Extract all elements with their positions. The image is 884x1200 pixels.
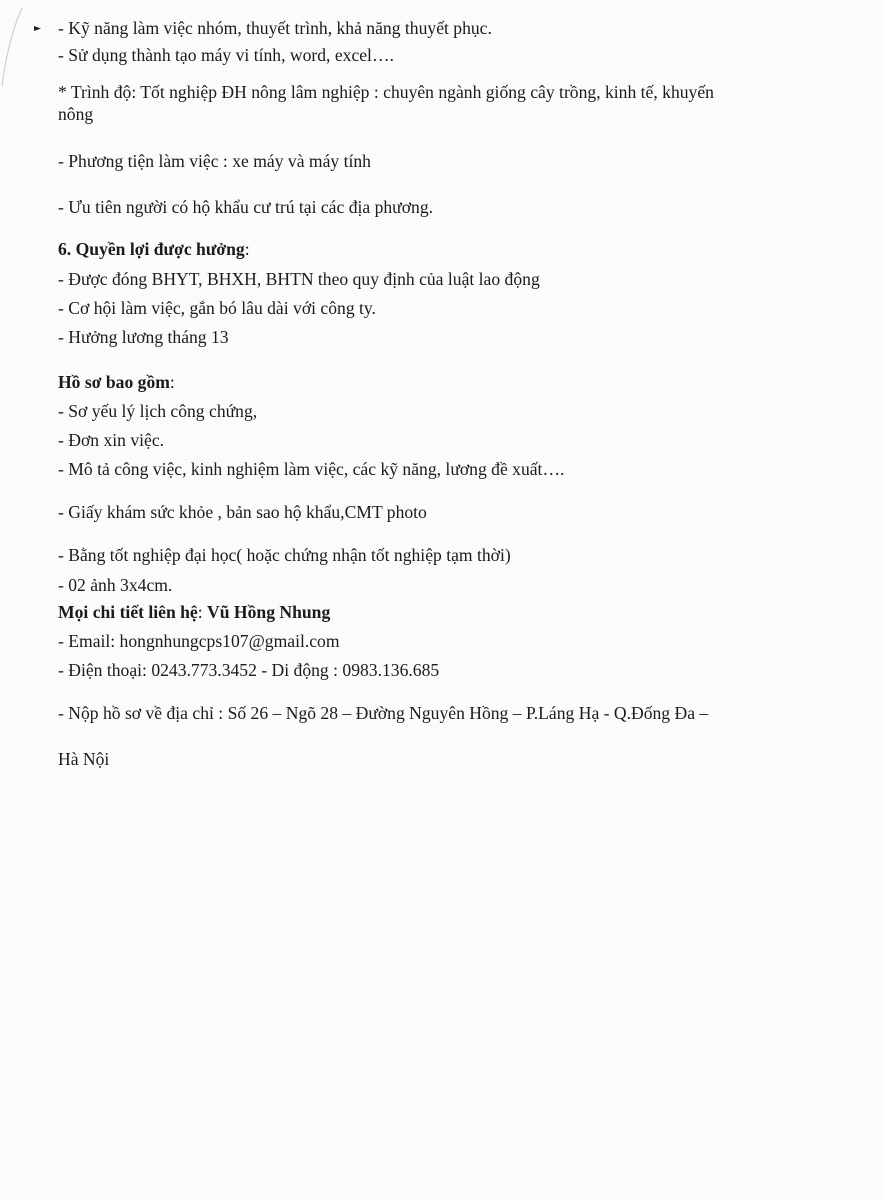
- document-item: - Bằng tốt nghiệp đại học( hoặc chứng nhận tốt nghiệp tạm thời): [58, 545, 511, 565]
- contact-address-line1: - Nộp hồ sơ về địa chỉ : Số 26 – Ngõ 28 – Đường Nguyên Hồng – P.Láng Hạ - Q.Đống Đa –: [58, 703, 709, 723]
- contact-phone: - Điện thoại: 0243.773.3452 - Di động : 0983.136.685: [58, 660, 440, 680]
- scan-edge-mark: [0, 0, 60, 90]
- requirement-education-line2: nông: [58, 104, 94, 124]
- document-item: - Giấy khám sức khỏe , bản sao hộ khẩu,CMT photo: [58, 502, 427, 522]
- documents-heading-text: Hồ sơ bao gồm: [58, 372, 170, 392]
- contact-address-line2: Hà Nội: [58, 749, 110, 769]
- requirement-skills: - Kỹ năng làm việc nhóm, thuyết trình, khả năng thuyết phục.: [58, 18, 492, 38]
- benefits-heading-text: 6. Quyền lợi được hưởng: [58, 239, 245, 259]
- document-item: - 02 ảnh 3x4cm.: [58, 575, 173, 595]
- requirement-vehicle: - Phương tiện làm việc : xe máy và máy tính: [58, 151, 371, 171]
- benefit-item: - Cơ hội làm việc, gắn bó lâu dài với công ty.: [58, 298, 376, 318]
- documents-heading: [58, 371, 175, 393]
- document-item: - Sơ yếu lý lịch công chứng,: [58, 401, 258, 421]
- document-item: - Mô tả công việc, kinh nghiệm làm việc, các kỹ năng, lương đề xuất….: [58, 459, 565, 479]
- bullet-arrow-icon: [34, 26, 41, 31]
- benefit-item: - Được đóng BHYT, BHXH, BHTN theo quy định của luật lao động: [58, 269, 540, 289]
- requirement-priority: - Ưu tiên người có hộ khẩu cư trú tại các địa phương.: [58, 197, 434, 217]
- contact-name: Vũ Hồng Nhung: [207, 602, 331, 622]
- contact-heading: [58, 601, 330, 623]
- document-item: - Đơn xin việc.: [58, 430, 165, 450]
- documents-heading-colon: :: [169, 372, 175, 392]
- contact-heading-text: Mọi chi tiết liên hệ: [58, 602, 198, 622]
- benefits-heading-colon: :: [244, 239, 250, 259]
- benefit-item: - Hưởng lương tháng 13: [58, 327, 229, 347]
- contact-email: - Email: hongnhungcps107@gmail.com: [58, 631, 340, 651]
- requirement-computer: - Sử dụng thành tạo máy vi tính, word, excel….: [58, 45, 394, 65]
- contact-heading-colon: :: [197, 602, 208, 622]
- benefits-heading: [58, 238, 250, 260]
- requirement-education-line1: * Trình độ: Tốt nghiệp ĐH nông lâm nghiệp : chuyên ngành giống cây trồng, kinh tế, khuyến: [58, 82, 714, 102]
